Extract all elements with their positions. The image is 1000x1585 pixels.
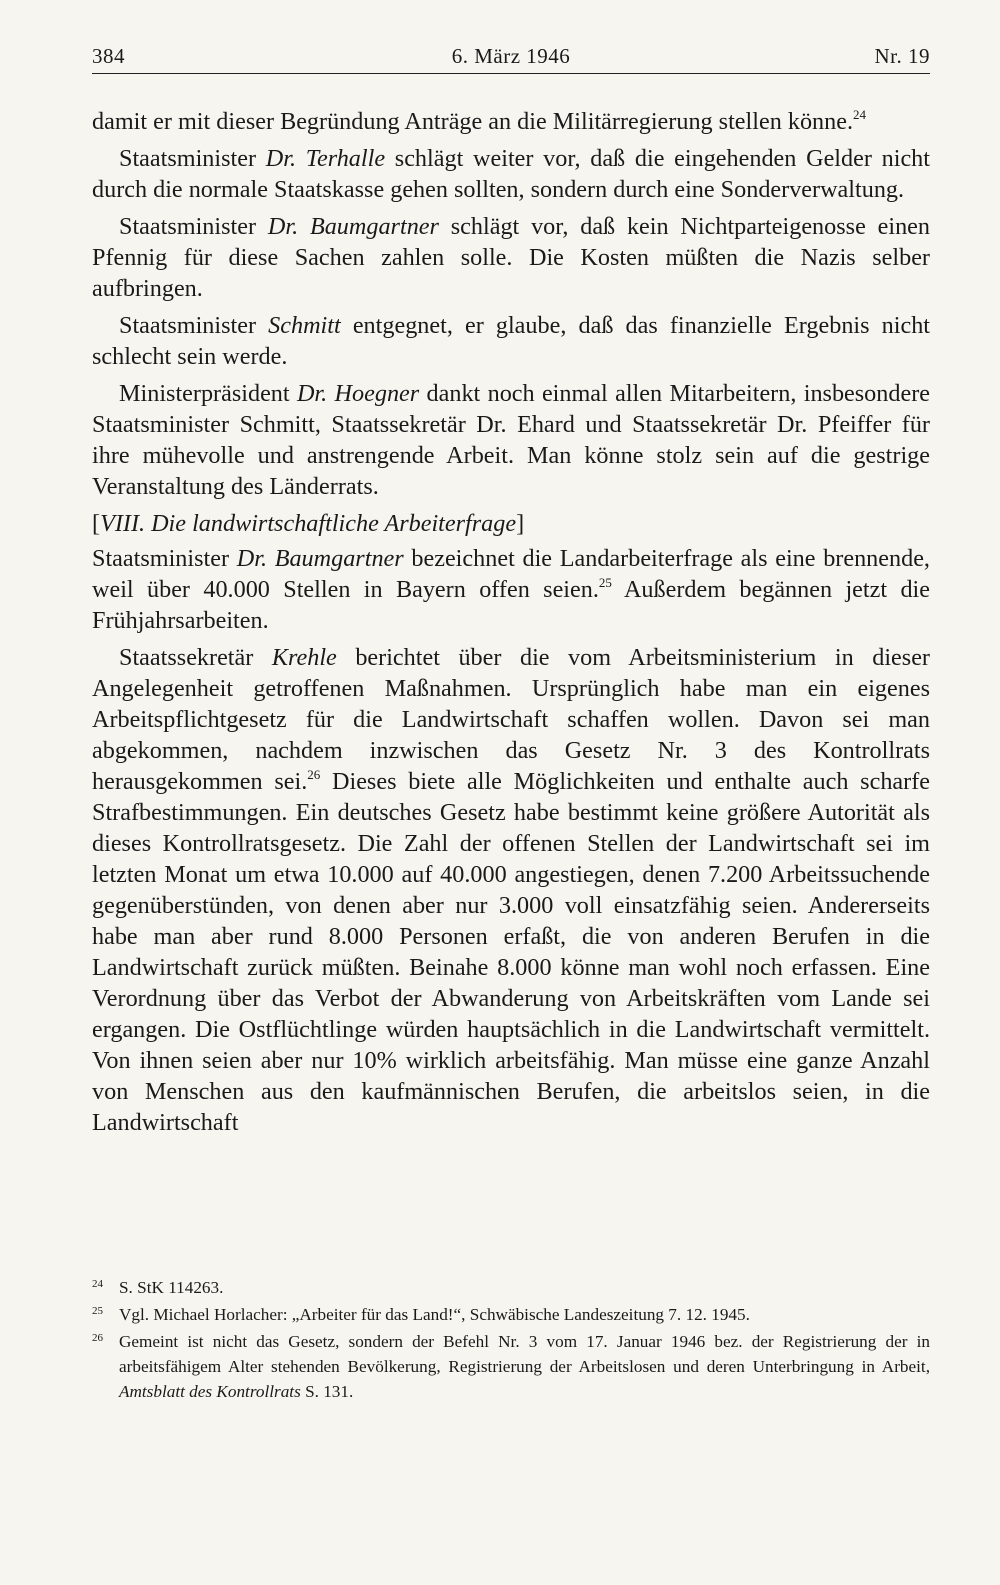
paragraph-3-text: schlägt vor, daß kein Nichtparteigenosse einen Pfennig für diese Sachen zahlen solle. Die Kosten müßten die Nazis selber aufbringen. <box>92 213 930 302</box>
footnote-ref-25: 25 <box>598 575 612 590</box>
speaker-name: Schmitt <box>268 312 341 339</box>
paragraph-7-text-cont: Dieses biete alle Möglichkeiten und enthalte auch scharfe Strafbestimmungen. Ein deutsches Gesetz habe bestimmt keine größere Autorität als dieses Kontrollratsgesetz. Die Zahl der offenen Stellen der Landwirtschaft sei im letzten Monat um etwa 10.000 auf 40.000 angestiegen, denen 7.200 Arbeitssuchende gegenüberstünden, von denen aber nur 3.000 voll einsatzfähig seien. Andererseits habe man aber rund 8.000 Personen erfaßt, die von anderen Berufen in die Landwirtschaft zurück müßten. Beinahe 8.000 könne man wohl noch erfassen. Eine Verordnung über das Verbot der Abwanderung von Arbeitskräften vom Lande sei ergangen. Die Ostflüchtlinge würden hauptsächlich in die Landwirtschaft vermittelt. Von ihnen seien aber nur 10% wirklich arbeitsfähig. Man müsse eine ganze Anzahl von Menschen aus den kaufmännischen Berufen, die arbeitslos seien, in die Landwirtschaft <box>92 768 931 1136</box>
speaker-name: Dr. Hoegner <box>296 380 420 407</box>
footnote-text: Vgl. Michael Horlacher: „Arbeiter für das Land!“, Schwäbische Landeszeitung 7. 12. 1945. <box>119 1305 750 1324</box>
paragraph-6-text: bezeichnet die Landarbeiterfrage als eine brennende, weil über 40.000 Stellen in Bayern offen seien. <box>92 545 930 603</box>
footnote <box>92 1329 930 1404</box>
footnote-ref-24: 24 <box>853 107 867 122</box>
paragraph-3 <box>92 211 930 304</box>
page-number: 384 <box>92 44 125 68</box>
speaker-title: Staatsminister <box>119 312 269 339</box>
footnote-text-tail: S. 131. <box>300 1382 354 1401</box>
paragraph-1 <box>92 106 930 137</box>
speaker-title: Staatssekretär <box>119 644 272 671</box>
paragraph-6 <box>92 543 930 636</box>
footnote-text: Gemeint ist nicht das Gesetz, sondern der Befehl Nr. 3 vom 17. Januar 1946 bez. der Registrierung der in arbeitsfähigem Alter stehenden Bevölkerung, Registrierung der Arbeitslosen und deren Unterbringung in Arbeit, <box>119 1332 930 1376</box>
paragraph-5 <box>92 378 930 502</box>
paragraph-4-text: entgegnet, er glaube, daß das finanzielle Ergebnis nicht schlecht sein werde. <box>92 312 931 370</box>
speaker-title: Staatsminister <box>119 145 266 172</box>
paragraph-7-text: berichtet über die vom Arbeitsministerium in dieser Angelegenheit getroffenen Maßnahmen. Ursprünglich habe man ein eigenes Arbeitspflichtgesetz für die Landwirtschaft schaffen wollen. Davon sei man abgekommen, nachdem inzwischen das Gesetz Nr. 3 des Kontrollrats herausgekommen sei. <box>92 644 930 795</box>
speaker-title: Staatsminister <box>92 545 237 572</box>
footnote-number: 26 <box>92 1332 103 1344</box>
running-header <box>92 44 930 76</box>
paragraph-1-text: damit er mit dieser Begründung Anträge an die Militärregierung stellen könne. <box>92 108 854 135</box>
citation-title: Amtsblatt des Kontrollrats <box>119 1382 301 1401</box>
paragraph-4 <box>92 310 930 372</box>
footnote <box>92 1302 930 1327</box>
speaker-name: Dr. Baumgartner <box>236 545 404 572</box>
footnote <box>92 1275 930 1300</box>
section-title: VIII. Die landwirtschaftliche Arbeiterfrage <box>100 510 517 537</box>
paragraph-2 <box>92 143 930 205</box>
speaker-name: Krehle <box>271 644 337 671</box>
paragraph-7 <box>92 642 930 1138</box>
footnote-ref-26: 26 <box>307 767 321 782</box>
footnotes <box>92 1275 930 1406</box>
header-date: 6. März 1946 <box>451 44 571 68</box>
paragraph-5-text: dankt noch einmal allen Mitarbeitern, insbesondere Staatsminister Schmitt, Staatssekretär Dr. Ehard und Staatssekretär Dr. Pfeiffer für ihre mühevolle und anstrengende Arbeit. Man könne stolz sein auf die gestrige Veranstaltung des Länderrats. <box>92 380 930 500</box>
paragraph-6-text-cont: Außerdem begännen jetzt die Frühjahrsarbeiten. <box>92 576 930 634</box>
footnote-number: 24 <box>92 1278 103 1290</box>
paragraph-2-text: schlägt weiter vor, daß die eingehenden Gelder nicht durch die normale Staatskasse gehen sollten, sondern durch eine Sonderverwaltung. <box>92 145 930 203</box>
footnote-number: 25 <box>92 1305 103 1317</box>
main-text <box>92 106 930 1144</box>
protocol-number: Nr. 19 <box>874 44 930 68</box>
header-rule <box>92 73 930 74</box>
footnote-text: S. StK 114263. <box>119 1278 224 1297</box>
speaker-title: Ministerpräsident <box>119 380 297 407</box>
bracket-close: ] <box>516 510 525 537</box>
speaker-name: Dr. Baumgartner <box>267 213 439 240</box>
bracket-open: [ <box>92 510 101 537</box>
speaker-name: Dr. Terhalle <box>265 145 386 172</box>
speaker-title: Staatsminister <box>119 213 268 240</box>
section-heading <box>92 508 930 539</box>
page <box>92 0 930 1585</box>
